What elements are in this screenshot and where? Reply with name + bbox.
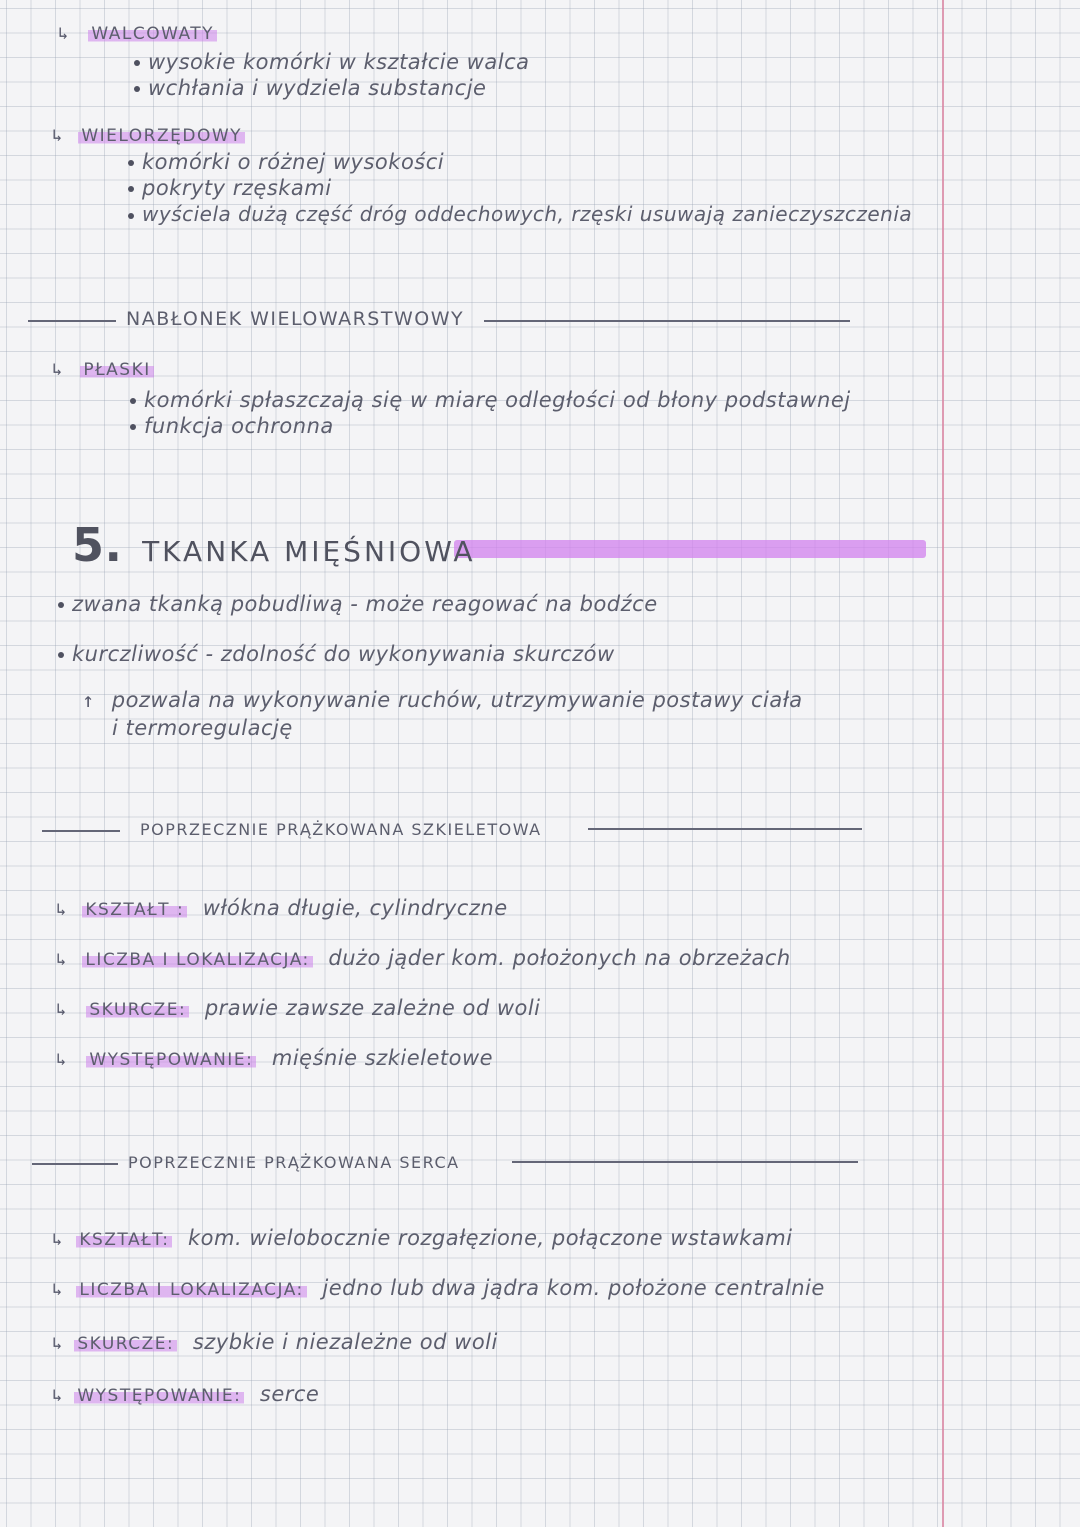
heading-wielowarstwowy: NABŁONEK WIELOWARSTWOWY [126,308,465,330]
arrow-icon: ↳ [56,1000,67,1020]
note [82,688,803,712]
divider [28,320,116,322]
bullet-icon [128,213,134,219]
wielorzedowy-title: WIELORZĘDOWY [78,126,245,146]
list-item [56,896,508,920]
bullet-icon [134,60,140,66]
wielorzedowy-header [52,126,245,146]
bullet-icon [134,86,140,92]
label: LICZBA I LOKALIZACJA: [76,1280,306,1300]
plaski-title: PŁASKI [80,360,153,380]
section-5-heading [72,518,476,572]
arrow-icon: ↳ [58,24,69,44]
list-item [56,1046,493,1070]
label: WYSTĘPOWANIE: [74,1386,244,1406]
value: serce [259,1382,320,1406]
bullet-icon [58,652,64,658]
up-arrow-icon: ↑ [82,688,95,712]
list-item: wyściela dużą część dróg oddechowych, rzęski usuwają zanieczyszczenia [128,202,912,226]
walcowaty-title: WALCOWATY [88,24,217,44]
value: prawie zawsze zależne od woli [204,996,541,1020]
arrow-icon: ↳ [52,1334,63,1354]
divider [588,828,862,830]
arrow-icon: ↳ [56,950,67,970]
value: dużo jąder kom. położonych na obrzeżach [328,946,791,970]
section-number: 5. [72,518,123,572]
heading-serca: POPRZECZNIE PRĄŻKOWANA SERCA [128,1153,460,1172]
divider [32,1163,118,1165]
plaski-header [52,360,154,380]
bullet-icon [130,424,136,430]
bullet-icon [58,602,64,608]
list-item [52,1330,498,1354]
note-line: pozwala na wykonywanie ruchów, utrzymywanie postawy ciała [111,688,803,712]
bullet-icon [128,186,134,192]
divider [42,830,120,832]
label: WYSTĘPOWANIE: [86,1050,256,1070]
arrow-icon: ↳ [56,900,67,920]
label: KSZTAŁT : [82,900,187,920]
highlight-stroke [454,540,926,558]
list-item: kurczliwość - zdolność do wykonywania skurczów [58,642,615,666]
list-item: komórki spłaszczają się w miarę odległości od błony podstawnej [130,388,851,412]
list-item [52,1382,319,1406]
walcowaty-header [58,24,217,44]
note-line: i termoregulację [112,716,293,740]
arrow-icon: ↳ [52,360,63,380]
value: jedno lub dwa jądra kom. położone centralnie [322,1276,825,1300]
divider [512,1161,858,1163]
bullet-icon [128,160,134,166]
list-item: funkcja ochronna [130,414,334,438]
list-item [52,1226,792,1250]
list-item [52,1276,825,1300]
list-item [56,996,541,1020]
arrow-icon: ↳ [52,1386,63,1406]
arrow-icon: ↳ [56,1050,67,1070]
list-item: pokryty rzęskami [128,176,332,200]
arrow-icon: ↳ [52,126,63,146]
label: LICZBA I LOKALIZACJA: [82,950,312,970]
list-item: zwana tkanką pobudliwą - może reagować na bodźce [58,592,658,616]
heading-szkieletowa: POPRZECZNIE PRĄŻKOWANA SZKIELETOWA [140,820,542,839]
list-item [56,946,791,970]
arrow-icon: ↳ [52,1230,63,1250]
divider [484,320,850,322]
value: mięśnie szkieletowe [271,1046,494,1070]
label: SKURCZE: [74,1334,177,1354]
value: włókna długie, cylindryczne [202,896,508,920]
list-item: wchłania i wydziela substancje [134,76,486,100]
list-item: wysokie komórki w kształcie walca [134,50,529,74]
bullet-icon [130,398,136,404]
value: kom. wielobocznie rozgałęzione, połączone wstawkami [188,1226,793,1250]
margin-line [942,0,944,1527]
label: SKURCZE: [86,1000,189,1020]
label: KSZTAŁT: [76,1230,172,1250]
arrow-icon: ↳ [52,1280,63,1300]
value: szybkie i niezależne od woli [192,1330,498,1354]
section-title: TKANKA MIĘŚNIOWA [142,535,476,568]
list-item: komórki o różnej wysokości [128,150,444,174]
